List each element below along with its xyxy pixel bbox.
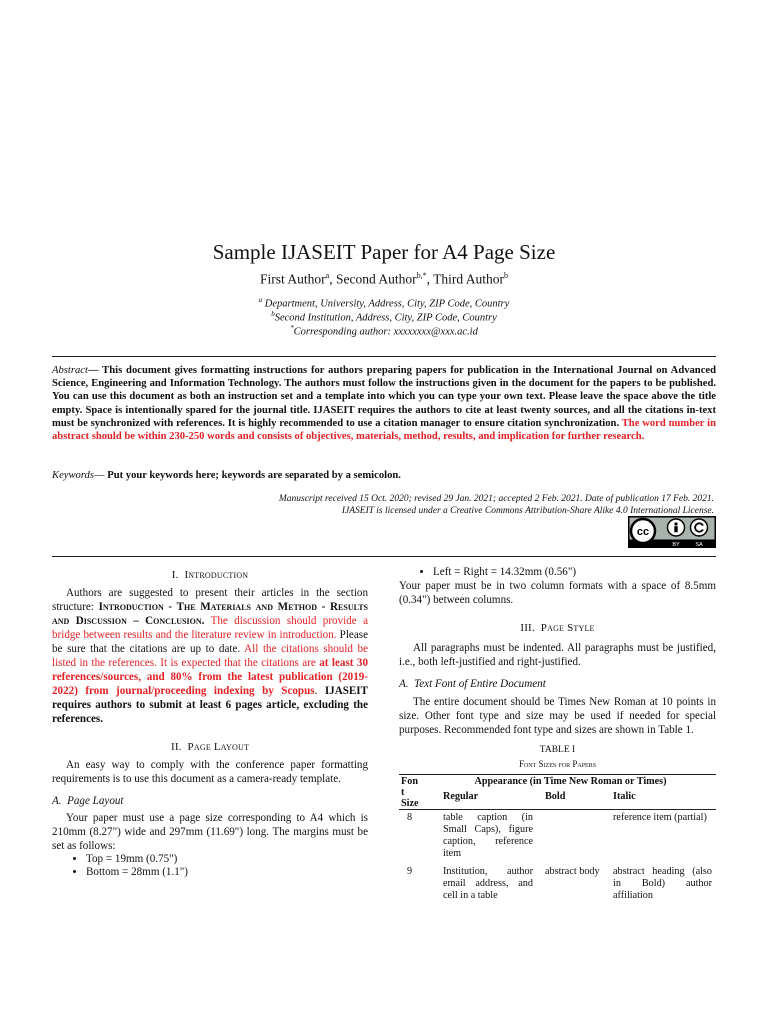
sa-label: SA	[695, 542, 703, 548]
section-heading-page-style	[399, 621, 716, 635]
affiliation-mark: b	[271, 310, 275, 318]
author-second: Second Author	[335, 271, 417, 287]
table-header-italic: Italic	[613, 791, 636, 803]
by-label: BY	[672, 542, 680, 548]
table-header-regular: Regular	[443, 791, 479, 803]
layout-paragraph: An easy way to comply with the conference paper formatting requirements is to use this document as a camera-ready template.	[52, 759, 368, 785]
subsection-heading-text-font	[399, 677, 716, 691]
subsection-heading-page-layout	[52, 794, 368, 808]
table-cell-bold: abstract body	[545, 866, 600, 877]
table-label: TABLE I	[539, 745, 576, 755]
font-size-table	[399, 774, 716, 904]
table-cell-regular: table caption (in Small Caps), figure caption, reference item	[443, 812, 533, 859]
author-third-affil: b	[503, 271, 508, 280]
section-number: III.	[520, 622, 535, 634]
intro-red-text: The discussion should provide a bridge between results and the literature review in introduction.	[52, 615, 368, 641]
table-cell-bold	[537, 810, 605, 867]
intro-text: .	[314, 685, 325, 697]
affiliation-text: Corresponding author: xxxxxxxx@xxx.ac.id	[293, 326, 478, 338]
intro-red-text: All the citations should be listed in the references. It is expected that the citations are	[52, 643, 369, 669]
abstract-body: This document gives formatting instructions for authors preparing papers for publication in the International Journal on Advanced Science, Engineering and Information Technology. The authors must follow the instructions given in the document for the papers to be published. You can use this document as both an instruction set and a template into which you can type your own text. Please leave the space above the title empty. Space is intentionally spared for the journal title. IJASEIT requires the authors to cite at least twenty sources, and all the citations in-text must be synchronized with references. It is highly recommended to use a citation manager to ensure citation synchronization.	[52, 365, 716, 429]
cc-letters: cc	[636, 526, 650, 538]
affiliation-text: Second Institution, Address, City, ZIP Code, Country	[274, 312, 497, 324]
section-title: Introduction	[184, 569, 249, 581]
table-cell-size: 9	[407, 866, 413, 877]
table-caption: Font Sizes for Papers	[518, 759, 597, 769]
intro-text: Please be sure that the citations are up to date.	[52, 629, 368, 655]
intro-bold-text: IJASEIT requires authors to submit at least 6 pages article, excluding the references.	[52, 685, 368, 725]
intro-paragraph	[52, 586, 368, 726]
section-heading-introduction	[52, 568, 368, 582]
font-paragraph: The entire document should be Times New Roman at 10 points in size. Other font type and size may be used if needed for special purposes. Recommended font type and sizes are shown in Table 1.	[399, 696, 716, 736]
affiliation-b	[0, 310, 768, 324]
subsection-label: A.	[399, 678, 409, 690]
author-first: First Author	[260, 271, 326, 287]
table-header-bold: Bold	[545, 791, 566, 803]
style-paragraph: All paragraphs must be indented. All paragraphs must be justified, i.e., both left-justified and right-justified.	[399, 642, 716, 668]
margin-list	[52, 853, 368, 879]
columns-paragraph: Your paper must be in two column formats with a space of 8.5mm (0.34") between columns.	[399, 580, 716, 606]
intro-structure: Introduction - The Materials and Method - Results and Discussion – Conclusion.	[52, 601, 368, 627]
abstract	[52, 364, 716, 443]
affiliation-a	[0, 296, 768, 310]
subsection-title: Text Font of Entire Document	[414, 678, 546, 690]
abstract-red-note: The word number in abstract should be within 230-250 words and consists of objectives, materials, method, results, and implication for further research.	[52, 417, 716, 443]
license-statement: IJASEIT is licensed under a Creative Commons Attribution-Share Alike 4.0 International License.	[341, 506, 714, 516]
author-list	[0, 271, 768, 288]
table-header-appearance: Appearance (in Time New Roman or Times)	[474, 776, 667, 787]
affiliation-text: Department, University, Address, City, ZIP Code, Country	[262, 298, 510, 310]
author-separator: ,	[426, 271, 434, 287]
bottom-rule	[52, 556, 716, 557]
paper-title: Sample IJASEIT Paper for A4 Page Size	[212, 240, 556, 264]
keywords-dash: —	[93, 470, 108, 481]
subsection-title: Page Layout	[67, 795, 124, 807]
list-item: • Left = Right = 14.32mm (0.56")	[433, 566, 716, 579]
author-third: Third Author	[433, 271, 504, 287]
section-heading-page-layout	[52, 740, 368, 754]
section-number: II.	[170, 741, 182, 753]
author-second-affil: b,*	[416, 271, 427, 280]
affiliation-mark: a	[258, 296, 263, 304]
section-title: Page Layout	[187, 741, 250, 753]
abstract-dash: —	[87, 365, 103, 376]
pagelayout-paragraph: Your paper must use a page size corresponding to A4 which is 210mm (8.27") wide and 297mm (11.69") long. The margins must be set as follows:	[52, 812, 368, 852]
keywords	[52, 470, 716, 481]
table-cell-italic: reference item (partial)	[613, 812, 707, 823]
list-item: • Top = 19mm (0.75")	[86, 853, 368, 866]
author-separator: ,	[329, 271, 336, 287]
affiliation-mark: *	[290, 324, 294, 332]
margin-list-continued	[399, 566, 716, 579]
sa-share-icon	[691, 519, 708, 536]
table-cell-size: 8	[407, 812, 413, 823]
section-number: I.	[171, 569, 179, 581]
left-column	[52, 568, 368, 879]
manuscript-dates: Manuscript received 15 Oct. 2020; revised 29 Jan. 2021; accepted 2 Feb. 2021. Date of publication 17 Feb. 2021.	[278, 494, 714, 504]
right-column	[399, 566, 716, 904]
keywords-text: Put your keywords here; keywords are separated by a semicolon.	[107, 470, 401, 481]
corresponding-author	[0, 324, 768, 338]
keywords-lead: Keywords	[52, 470, 94, 481]
subsection-label: A.	[52, 795, 62, 807]
table-cell-italic: abstract heading (also in Bold) author affiliation	[613, 866, 712, 901]
top-rule	[52, 356, 716, 357]
table-row	[399, 810, 716, 867]
section-title: Page Style	[540, 622, 595, 634]
list-item: • Bottom = 28mm (1.1")	[86, 866, 368, 879]
intro-red-bold-text: at least 30 references/sources, and 80% from the latest publication (2019-2022) from journal/proceeding indexing by Scopus	[52, 657, 368, 697]
abstract-lead: Abstract	[52, 365, 88, 376]
cc-by-sa-badge-icon[interactable]	[628, 516, 716, 548]
table-cell-regular: Institution, author email address, and cell in a table	[443, 866, 533, 901]
table-row	[399, 866, 716, 904]
table-header-size: Fon t Size	[399, 775, 425, 810]
intro-text: Authors are suggested to present their articles in the section structure:	[52, 587, 368, 613]
author-first-affil: a	[325, 271, 330, 280]
